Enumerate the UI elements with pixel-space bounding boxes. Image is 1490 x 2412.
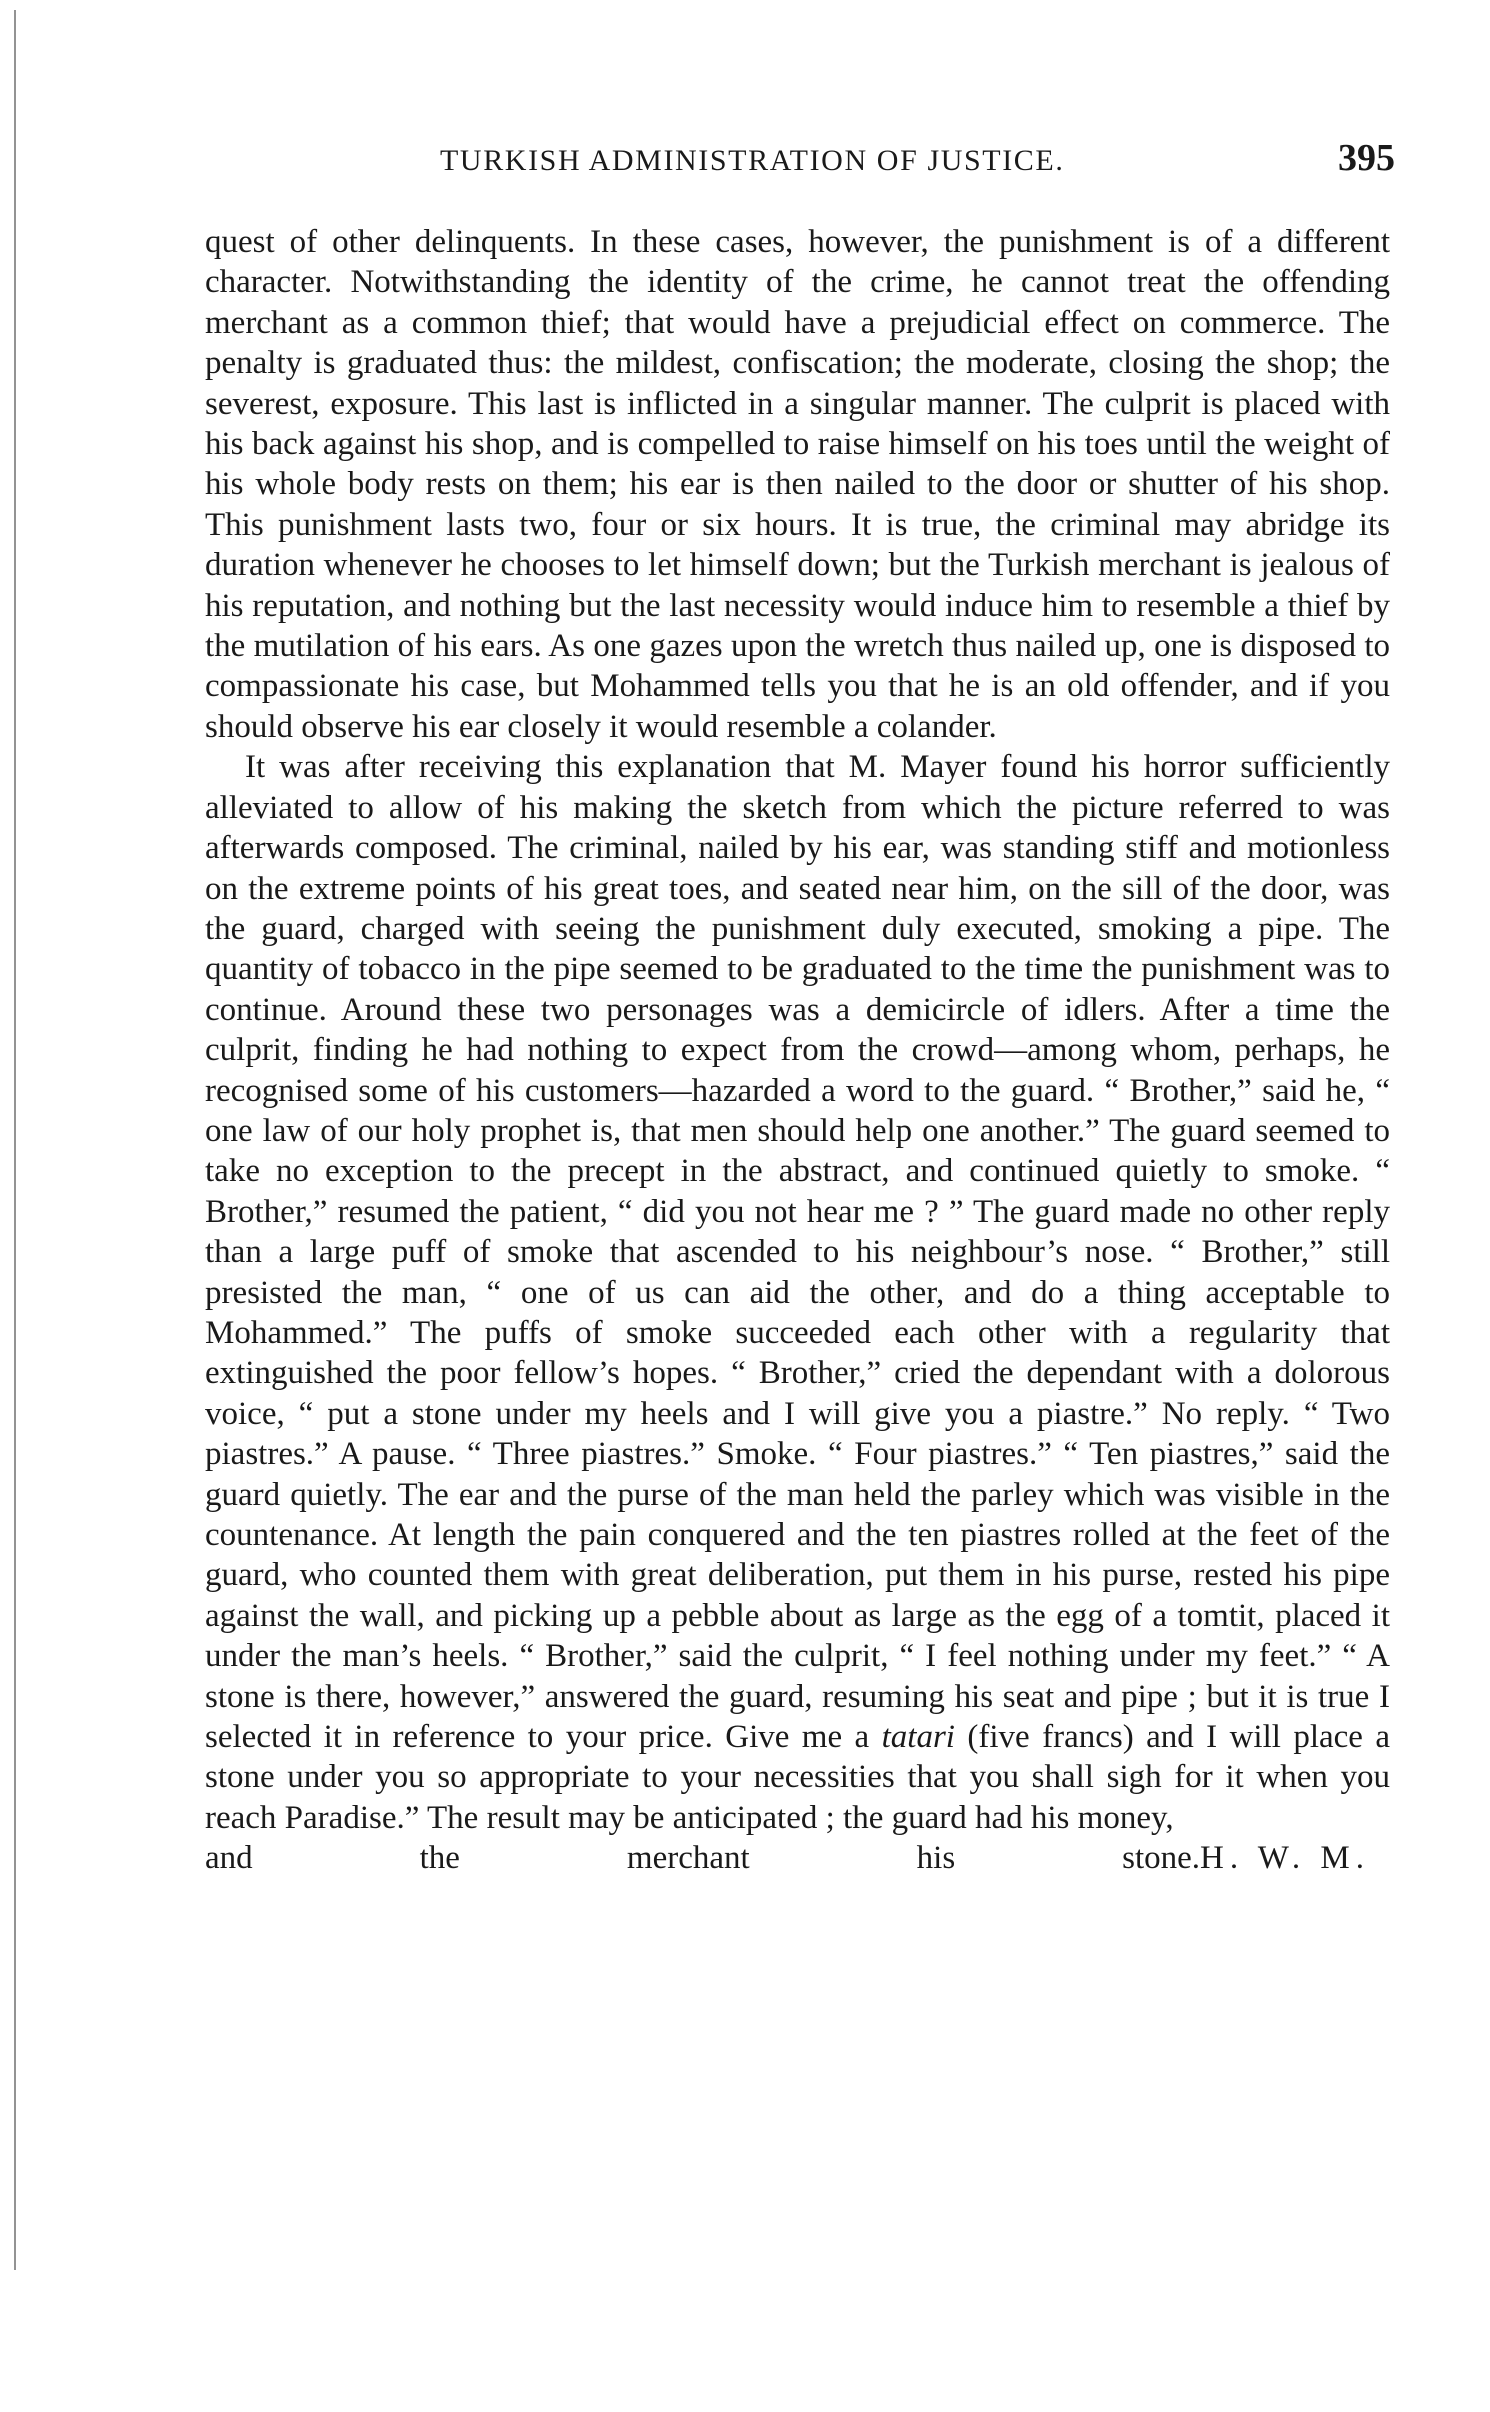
closing-text: and the merchant his stone. — [205, 1840, 1201, 1877]
author-signature: H. W. M. — [1200, 1840, 1370, 1877]
page-number: 395 — [1338, 137, 1395, 179]
italic-word: tatari — [881, 1719, 955, 1756]
running-title: TURKISH ADMINISTRATION OF JUSTICE. — [440, 144, 1065, 177]
paragraph-2-continuation: (five francs) and I will place a stone under you so appropriate to your necessities that you shall sigh for it when you reach Paradise.” The result may be anticipated ; the guard had his money, — [205, 1719, 1390, 1836]
closing-line — [205, 1838, 1390, 1878]
running-head — [205, 136, 1395, 188]
body-text — [205, 222, 1390, 1879]
paragraph-2-text: It was after receiving this explanation that M. Mayer found his horror sufficiently alleviated to allow of his making the sketch from which the picture referred to was afterwards composed. The criminal, nailed by his ear, was standing stiff and motionless on the extreme points of his great toes, and seated near him, on the sill of the door, was the guard, charged with seeing the punishment duly executed, smoking a pipe. The quantity of tobacco in the pipe seemed to be graduated to the time the punishment was to continue. Around these two personages was a demicircle of idlers. After a time the culprit, finding he had nothing to expect from the crowd—among whom, perhaps, he recognised some of his customers—hazarded a word to the guard. “ Brother,” said he, “ one law of our holy prophet is, that men should help one another.” The guard seemed to take no exception to the precept in the abstract, and continued quietly to smoke. “ Brother,” resumed the patient, “ did you not hear me ? ” The guard made no other reply than a large puff of smoke that ascended to his neighbour’s nose. “ Brother,” still presisted the man, “ one of us can aid the other, and do a thing acceptable to Mohammed.” The puffs of smoke succeeded each other with a regularity that extinguished the poor fellow’s hopes. “ Brother,” cried the dependant with a dolorous voice, “ put a stone under my heels and I will give you a piastre.” No reply. “ Two piastres.” A pause. “ Three piastres.” Smoke. “ Four piastres.” “ Ten piastres,” said the guard quietly. The ear and the purse of the man held the parley which was visible in the countenance. At length the pain conquered and the ten piastres rolled at the feet of the guard, who counted them with great deliberation, put them in his purse, rested his pipe against the wall, and picking up a pebble about as large as the egg of a tomtit, placed it under the man’s heels. “ Brother,” said the culprit, “ I feel nothing under my feet.” “ A stone is there, however,” answered the guard, resuming his seat and pipe ; but it is true I selected it in reference to your price. Give me a — [205, 749, 1390, 1756]
paragraph-1: quest of other delinquents. In these cases, however, the punishment is of a different character. Notwithstanding the identity of the crime, he cannot treat the offending merchant as a common thief; that would have a prejudicial effect on commerce. The penalty is graduated thus: the mildest, confiscation; the moderate, closing the shop; the severest, exposure. This last is inflicted in a singular manner. The culprit is placed with his back against his shop, and is compelled to raise himself on his toes until the weight of his whole body rests on them; his ear is then nailed to the door or shutter of his shop. This punishment lasts two, four or six hours. It is true, the criminal may abridge its duration whenever he chooses to let himself down; but the Turkish merchant is jealous of his reputation, and nothing but the last necessity would induce him to resemble a thief by the mutilation of his ears. As one gazes upon the wretch thus nailed up, one is disposed to compassionate his case, but Mohammed tells you that he is an old offender, and if you should observe his ear closely it would resemble a colander. — [205, 224, 1390, 745]
paragraph-2 — [205, 747, 1390, 1838]
page-edge-line — [14, 10, 16, 2270]
